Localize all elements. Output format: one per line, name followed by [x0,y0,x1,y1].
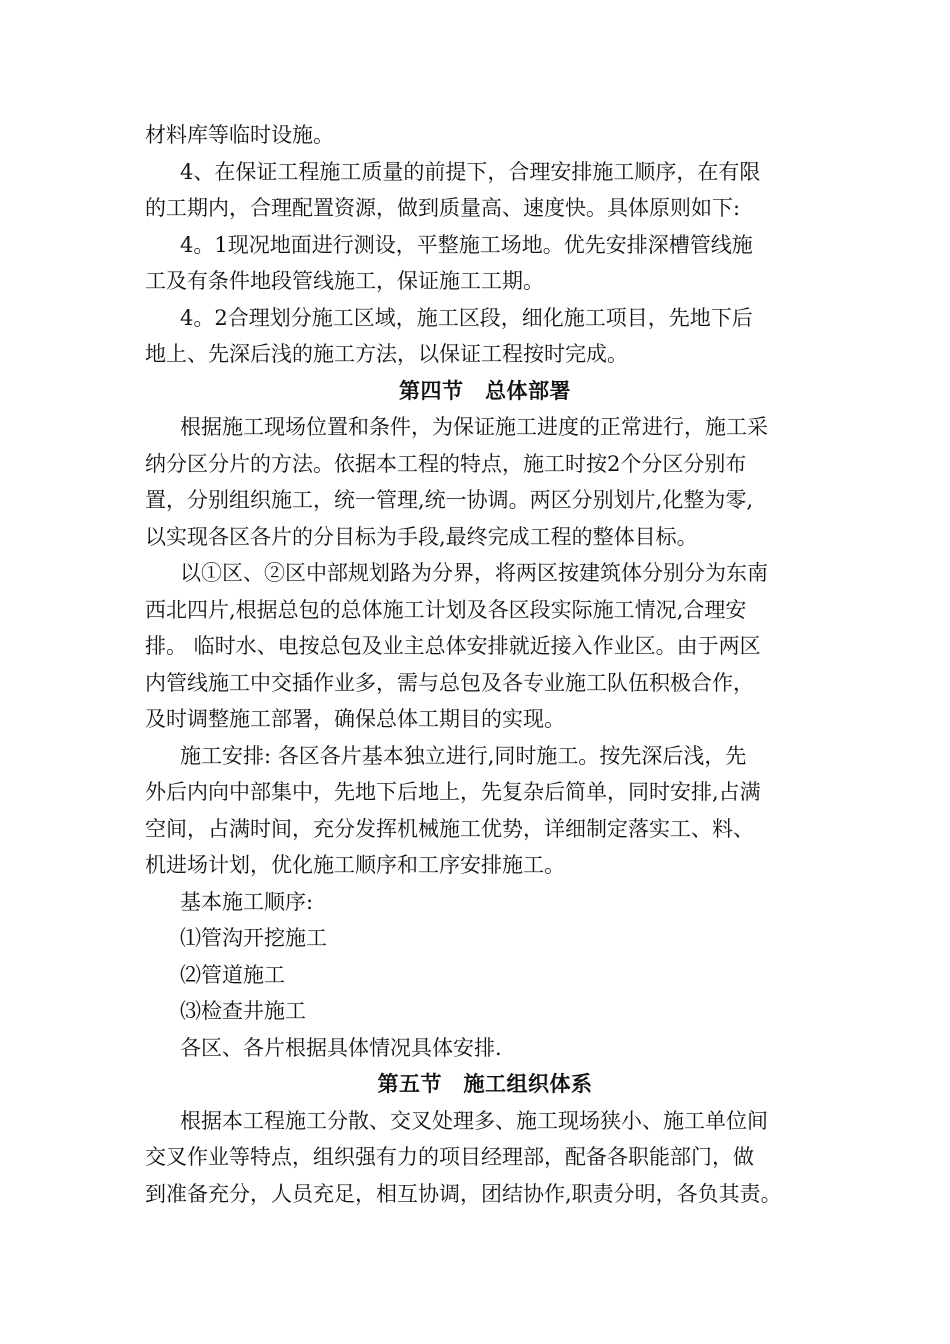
list-item: ⑶检查井施工 [180,999,306,1023]
text-line: 及时调整施工部署，确保总体工期目的实现。 [145,707,565,731]
text-line: 机进场计划，优化施工顺序和工序安排施工。 [145,853,565,877]
text-line: 根据本工程施工分散、交叉处理多、施工现场狭小、施工单位间 [180,1108,768,1133]
text-line: 材料库等临时设施。 [145,123,334,147]
text-line: 排。 临时水、电按总包及业主总体安排就近接入作业区。由于两区 [145,634,761,658]
text-line: 基本施工顺序: [180,889,314,914]
text-line: 工及有条件地段管线施工，保证施工工期。 [145,269,544,293]
text-line: 4、在保证工程施工质量的前提下，合理安排施工顺序，在有限 [180,159,761,184]
text-line: 以①区、②区中部规划路为分界，将两区按建筑体分别分为东南 [180,561,768,585]
text-line: 到准备充分，人员充足，相互协调，团结协作,职责分明，各负其责。 [145,1181,782,1206]
section-heading: 第四节 总体部署 [399,377,571,403]
text-line: 4。1现况地面进行测设，平整施工场地。优先安排深槽管线施 [180,232,753,257]
text-line: 各区、各片根据具体情况具体安排. [180,1035,502,1060]
text-line: 以实现各区各片的分目标为手段,最终完成工程的整体目标。 [145,524,698,549]
text-line: 根据施工现场位置和条件，为保证施工进度的正常进行，施工采 [180,415,768,439]
text-line: 纳分区分片的方法。依据本工程的特点，施工时按2个分区分别布 [145,451,747,476]
text-line: 空间，占满时间，充分发挥机械施工优势，详细制定落实工、料、 [145,816,754,841]
text-line: 外后内向中部集中，先地下后地上，先复杂后简单，同时安排,占满 [145,780,761,804]
text-line: 4。2合理划分施工区域，施工区段，细化施工项目，先地下后 [180,305,753,330]
text-line: 地上、先深后浅的施工方法，以保证工程按时完成。 [145,342,628,366]
text-line: 施工安排: 各区各片基本独立进行,同时施工。按先深后浅，先 [180,743,747,768]
section-heading: 第五节 施工组织体系 [377,1071,593,1096]
list-item: ⑵管道施工 [180,962,285,987]
list-item: ⑴管沟开挖施工 [180,926,327,950]
text-line: 置，分别组织施工，统一管理,统一协调。两区分别划片,化整为零, [145,488,754,512]
text-line: 的工期内，合理配置资源，做到质量高、速度快。具体原则如下: [145,196,741,220]
text-line: 交叉作业等特点，组织强有力的项目经理部，配备各职能部门，做 [145,1145,754,1169]
text-line: 内管线施工中交插作业多，需与总包及各专业施工队伍积极合作， [145,670,754,695]
text-line: 西北四片,根据总包的总体施工计划及各区段实际施工情况,合理安 [145,597,747,622]
document-page [145,117,825,1212]
